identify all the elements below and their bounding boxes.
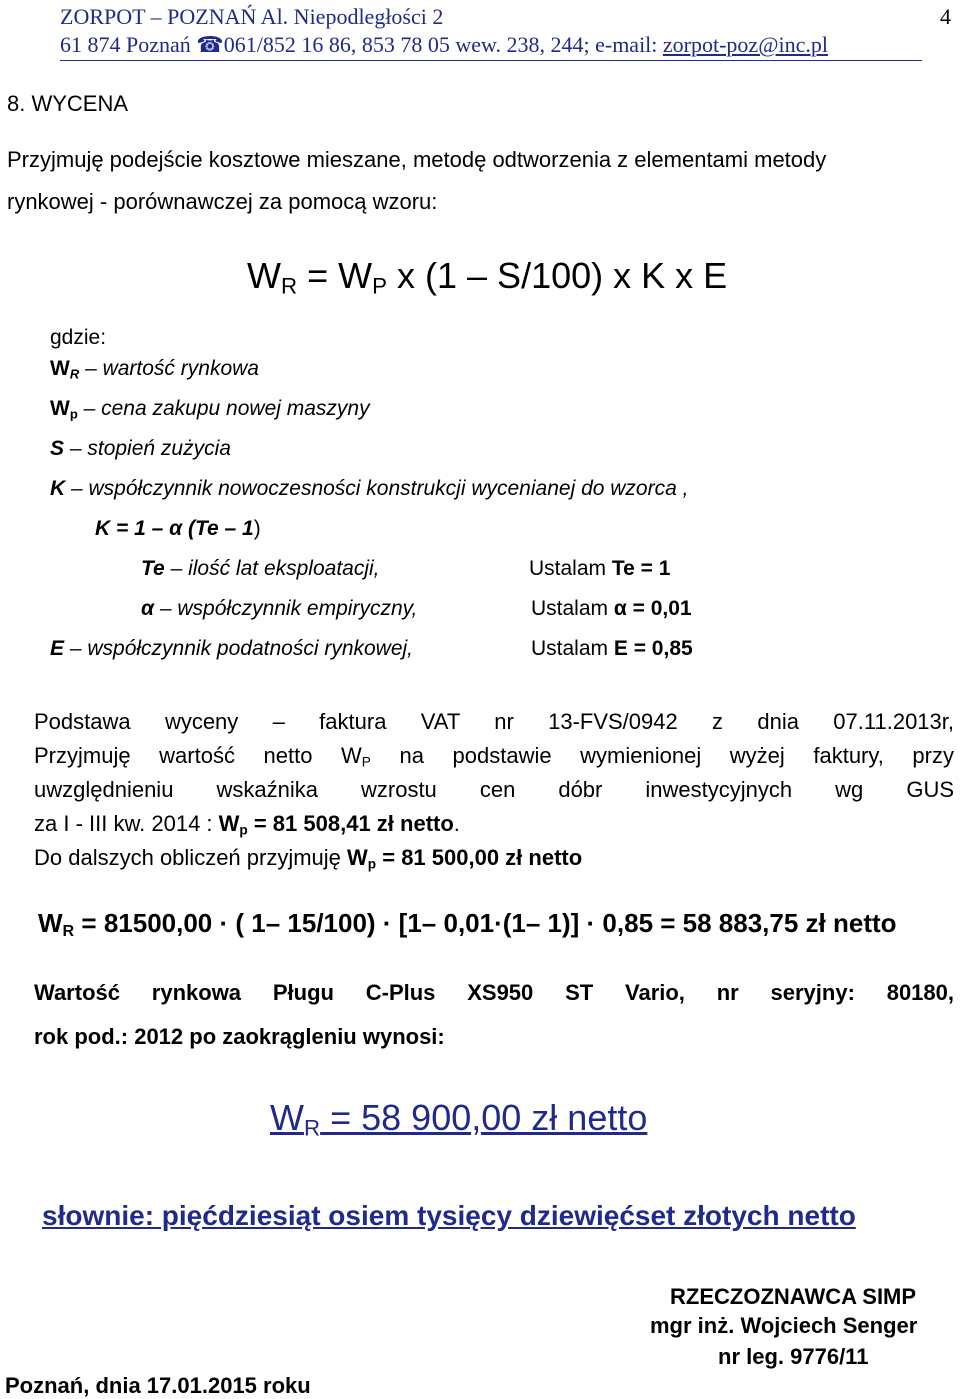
conclusion-line-2: rok pod.: 2012 po zaokrągleniu wynosi:: [34, 1024, 445, 1049]
place-and-date: Poznań, dnia 17.01.2015 roku: [5, 1373, 311, 1398]
intro-line-2: rynkowej - porównawczej za pomocą wzoru:: [7, 189, 438, 214]
signature-registration: nr leg. 9776/11: [718, 1344, 869, 1369]
result-value: $W_R = 58$ 900,00 zł netto: [270, 1097, 648, 1141]
basis-line-3: uwzględnieniu wskaźnika wzrostu cen dóbr inwestycyjnych wg GUS: [34, 777, 954, 802]
intro-line-1: Przyjmuję podejście kosztowe mieszane, metodę odtworzenia z elementami metody: [7, 147, 827, 172]
calculation-line: $W_R = 81500,00$ · ( 1– 15/100) · [1– 0,01·(1– 1)] · 0,85 = 58 883,75 zł netto: [38, 908, 897, 941]
header-rule: [60, 60, 922, 61]
definition-s: S – stopień zużycia: [50, 437, 231, 460]
conclusion-line-1: Wartość rynkowa Pługu C-Plus XS950 ST Vario, nr seryjny: 80180,: [34, 980, 954, 1005]
basis-line-2: Przyjmuję wartość netto $W_P$ na podstawie wymienionej wyżej faktury, przy: [34, 743, 954, 770]
definition-e: E – współczynnik podatności rynkowej,: [50, 637, 414, 660]
definition-alpha: α – współczynnik empiryczny,: [141, 597, 418, 620]
definitions-label: gdzie:: [50, 326, 107, 349]
signature-name: mgr inż. Wojciech Senger: [650, 1313, 918, 1338]
definition-wr: $W_R$ – wartość rynkowa: [50, 357, 259, 382]
definition-k: K – współczynnik nowoczesności konstrukcji wycenianej do wzorca ,: [50, 477, 689, 500]
alpha-set-value: Ustalam α = 0,01: [531, 597, 692, 620]
header-company: ZORPOT – POZNAŃ Al. Niepodległości 2: [60, 4, 444, 29]
amount-in-words: słownie: pięćdziesiąt osiem tysięcy dziewięćset złotych netto: [42, 1200, 856, 1231]
header-contact: [60, 32, 828, 58]
telephone-icon: ☎: [196, 32, 224, 57]
basis-line-4: za I - III kw. 2014 : $W_p = 81$ 508,41 zł netto.: [34, 811, 460, 838]
signature-title: RZECZOZNAWCA SIMP: [670, 1284, 917, 1309]
definition-te: Te – ilość lat eksploatacji,: [141, 557, 380, 580]
basis-line-1: Podstawa wyceny – faktura VAT nr 13-FVS/0942 z dnia 07.11.2013r,: [34, 709, 954, 734]
basis-line-5: Do dalszych obliczeń przyjmuję $W_p = 81$ 500,00 zł netto: [34, 845, 583, 872]
section-title: 8. WYCENA: [7, 91, 129, 116]
k-formula: K = 1 – α (Te – 1): [95, 517, 261, 540]
definition-wp: $W_p$ – cena zakupu nowej maszyny: [50, 397, 370, 422]
te-set-value: Ustalam Te = 1: [529, 557, 671, 580]
page-number: 4: [940, 4, 951, 29]
header-email-link[interactable]: zorpot-poz@inc.pl: [662, 32, 828, 57]
header-address: 61 874 Poznań: [60, 32, 191, 57]
header-phones: 061/852 16 86, 853 78 05 wew. 238, 244; e-mail:: [223, 32, 658, 57]
main-formula: $W_R = W_P$ x (1 – S/100) x K x E: [247, 255, 728, 299]
e-set-value: Ustalam E = 0,85: [531, 637, 693, 660]
